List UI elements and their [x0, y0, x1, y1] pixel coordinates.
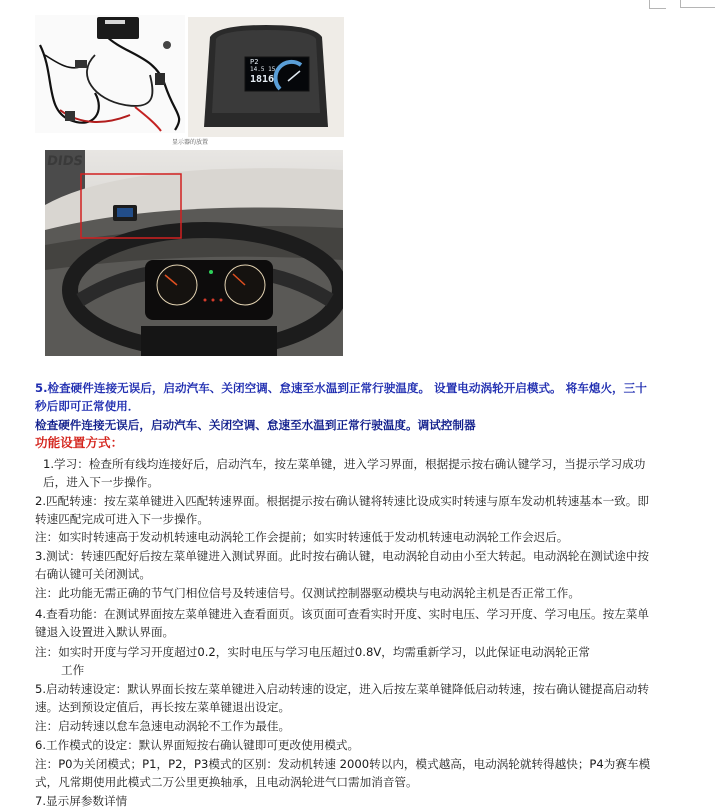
- backdrop-text: DIDS: [45, 154, 84, 169]
- step-rpm-match: 2.匹配转速：按左菜单键进入匹配转速界面。根据提示按右确认键将转速比设成实时转速与原车发动机转速基本一致。即转速匹配完成可进入下一步操作。: [35, 494, 649, 526]
- note-work-mode: 注：P0为关闭模式；P1，P2，P3模式的区别：发动机转速 2000转以内，模式越高，电动涡轮就转得越快；P4为赛车模式，凡常期使用此模式二万公里更换轴承，且电动涡轮进气口需加消音管。: [35, 757, 651, 789]
- controller-harness-photo: [35, 15, 185, 133]
- heading-debug-controller: 检查硬件连接无误后，启动汽车、关闭空调、怠速至水温到正常行驶温度。调试控制器: [35, 418, 476, 432]
- dashboard-illustration: [45, 150, 343, 356]
- display-rpm: 1816: [250, 74, 275, 85]
- display-readout: [250, 58, 275, 85]
- step-start-rpm: 5.启动转速设定：默认界面长按左菜单键进入启动转速的设定，进入后按左菜单键降低启动转速，按右确认键提高启动转速。达到预设定值后，再长按左菜单键退出设定。: [35, 682, 649, 714]
- note-view-continued: 工作: [61, 663, 85, 677]
- note-view: 注：如实时开度与学习开度超过0.2，实时电压与学习电压超过0.8V，均需重新学习，以此保证电动涡轮正常: [35, 645, 590, 659]
- page-corner-mark: [680, 7, 715, 8]
- step-test: 3.测试：转速匹配好后按左菜单键进入测试界面。此时按右确认键，电动涡轮自动由小至大转起。电动涡轮在测试途中按右确认键可关闭测试。: [35, 549, 649, 581]
- section-title-function-settings: 功能设置方式：: [35, 435, 124, 450]
- step-work-mode: 6.工作模式的设定：默认界面短按右确认键即可更改使用模式。: [35, 738, 360, 752]
- harness-illustration: [35, 15, 185, 133]
- display-value-a: 14.5: [250, 66, 265, 73]
- step-view: 4.查看功能：在测试界面按左菜单键进入查看面页。该页面可查看实时开度、实时电压、学习开度、学习电压。按左菜单键退入设置进入默认界面。: [35, 607, 649, 639]
- dashboard-placement-photo: [45, 150, 343, 356]
- heading-startup-procedure: 5.检查硬件连接无误后，启动汽车、关闭空调、怠速至水温到正常行驶温度。 设置电动涡轮开启模式。 将车熄火，三十秒后即可正常使用．: [35, 381, 647, 413]
- display-mode: P2: [250, 58, 259, 66]
- note-rpm-match: 注：如实时转速高于发动机转速电动涡轮工作会提前；如实时转速低于发动机转速电动涡轮工作会迟后。: [35, 530, 569, 544]
- page-corner-mark: [680, 0, 681, 7]
- display-value-b: 15: [268, 66, 276, 73]
- note-start-rpm: 注：启动转速以怠车急速电动涡轮不工作为最佳。: [35, 719, 291, 733]
- display-unit-photo: [188, 17, 344, 137]
- note-test: 注：此功能无需正确的节气门相位信号及转速信号。仅测试控制器驱动模块与电动涡轮主机是否正常工作。: [35, 586, 580, 600]
- page-corner-mark: [649, 0, 666, 9]
- figure-caption: 显示器的放置: [172, 139, 209, 146]
- step-learn: 1.学习：检查所有线均连接好后，启动汽车，按左菜单键，进入学习界面，根据提示按右确认键学习，当提示学习成功后，进入下一步操作。: [43, 457, 646, 489]
- step-display-params: 7.显示屏参数详情: [35, 794, 128, 808]
